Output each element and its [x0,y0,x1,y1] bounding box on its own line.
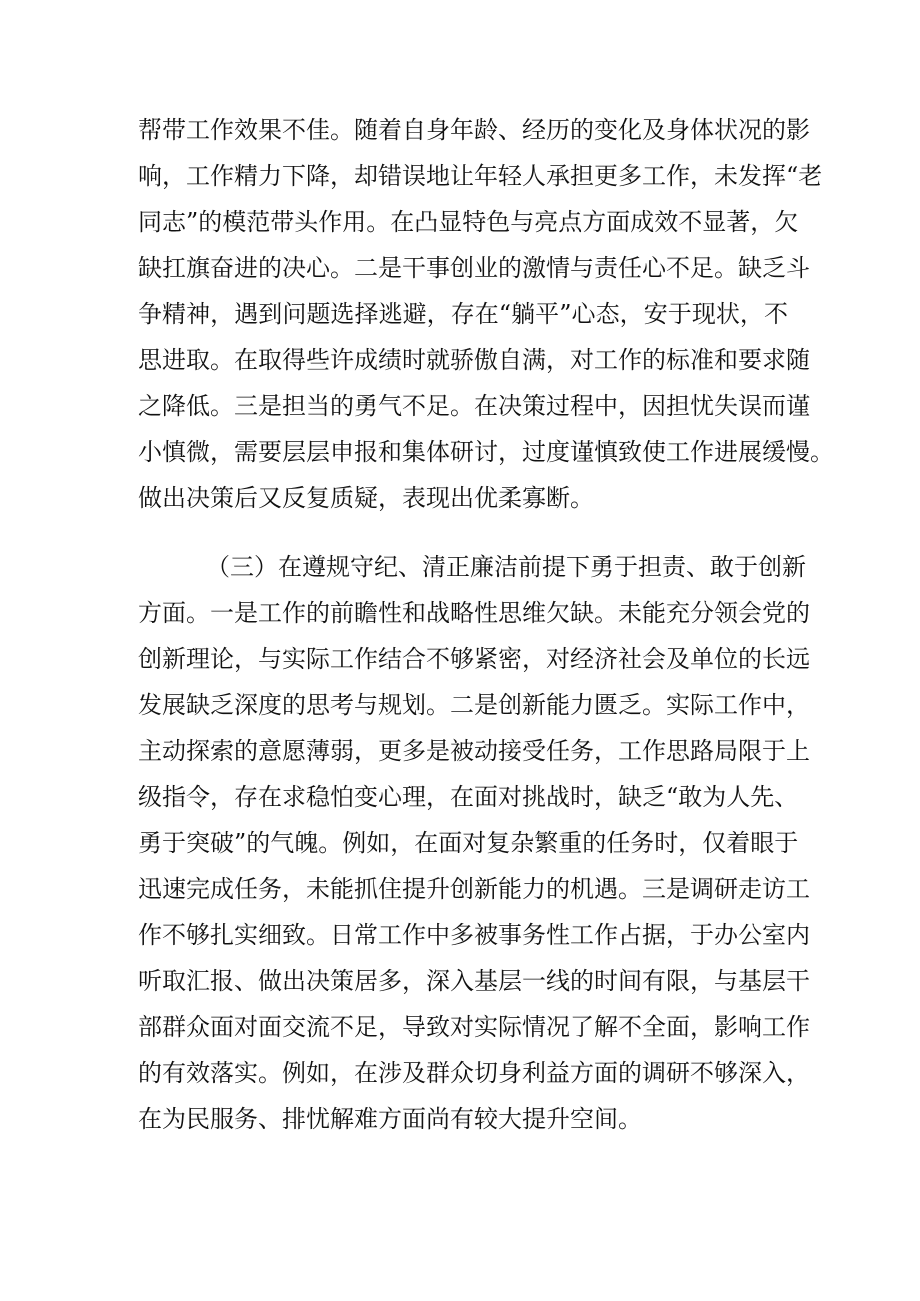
text-line: 创新理论，与实际工作结合不够紧密，对经济社会及单位的长远 [138,645,810,673]
text-line: 之降低。三是担当的勇气不足。在决策过程中，因担忧失误而谨 [138,392,810,420]
text-line: 思进取。在取得些许成绩时就骄傲自满，对工作的标准和要求随 [138,346,810,374]
text-line: 听取汇报、做出决策居多，深入基层一线的时间有限，与基层干 [138,967,810,995]
text-line: 小慎微，需要层层申报和集体研讨，过度谨慎致使工作进展缓慢。 [138,438,834,466]
text-line: 级指令，存在求稳怕变心理，在面对挑战时，缺乏“敢为人先、 [138,783,799,811]
text-line: 勇于突破”的气魄。例如，在面对复杂繁重的任务时，仅着眼于 [138,829,799,857]
text-line: 争精神，遇到问题选择逃避，存在“躺平”心态，安于现状，不 [138,300,788,328]
text-line: 方面。一是工作的前瞻性和战略性思维欠缺。未能充分领会党的 [138,599,810,627]
text-line: 的有效落实。例如，在涉及群众切身利益方面的调研不够深入， [138,1059,810,1087]
text-line: 主动探索的意愿薄弱，更多是被动接受任务，工作思路局限于上 [138,737,810,765]
paragraph-section-three [138,544,810,1142]
paragraph-continued [138,107,834,521]
text-line: 帮带工作效果不佳。随着自身年龄、经历的变化及身体状况的影 [138,116,810,144]
text-line: 部群众面对面交流不足，导致对实际情况了解不全面，影响工作 [138,1013,810,1041]
text-line: 迅速完成任务，未能抓住提升创新能力的机遇。三是调研走访工 [138,875,810,903]
text-line: 发展缺乏深度的思考与规划。二是创新能力匮乏。实际工作中， [138,691,810,719]
text-line: 同志”的模范带头作用。在凸显特色与亮点方面成效不显著，欠 [138,208,799,236]
text-line: 缺扛旗奋进的决心。二是干事创业的激情与责任心不足。缺乏斗 [138,254,810,282]
text-line: 作不够扎实细致。日常工作中多被事务性工作占据，于办公室内 [138,921,810,949]
text-line: 响，工作精力下降，却错误地让年轻人承担更多工作，未发挥“老 [138,162,823,190]
text-line: 在为民服务、排忧解难方面尚有较大提升空间。 [138,1105,642,1133]
section-heading-line: （三）在遵规守纪、清正廉洁前提下勇于担责、敢于创新 [206,553,806,581]
text-line: 做出决策后又反复质疑，表现出优柔寡断。 [138,484,594,512]
